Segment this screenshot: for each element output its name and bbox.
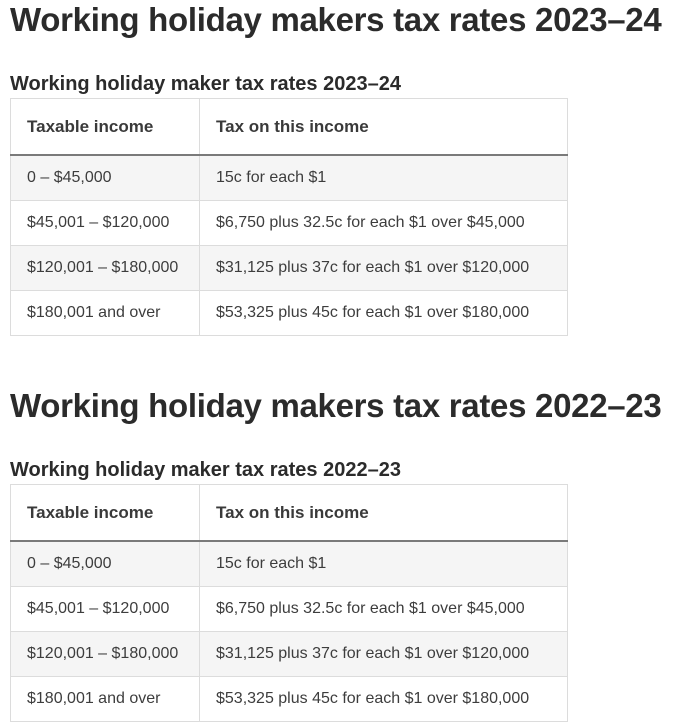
taxable-income-cell: $180,001 and over bbox=[11, 291, 200, 336]
tax-rates-2023-24-section bbox=[10, 0, 681, 321]
taxable-income-cell: 0 – $45,000 bbox=[11, 155, 200, 201]
column-header-tax-on-income: Tax on this income bbox=[200, 485, 568, 542]
table-row bbox=[11, 632, 568, 677]
tax-rates-table-2023-24 bbox=[10, 98, 568, 336]
table-row bbox=[11, 291, 568, 336]
section-heading: Working holiday makers tax rates 2022–23 bbox=[10, 387, 662, 424]
tax-on-income-cell: $31,125 plus 37c for each $1 over $120,000 bbox=[200, 632, 568, 677]
column-header-taxable-income: Taxable income bbox=[11, 99, 200, 156]
table-row bbox=[11, 155, 568, 201]
tax-on-income-cell: 15c for each $1 bbox=[200, 541, 568, 587]
table-row bbox=[11, 587, 568, 632]
taxable-income-cell: 0 – $45,000 bbox=[11, 541, 200, 587]
table-caption: Working holiday maker tax rates 2022–23 bbox=[10, 459, 401, 481]
tax-on-income-cell: $6,750 plus 32.5c for each $1 over $45,000 bbox=[200, 201, 568, 246]
tax-on-income-cell: $53,325 plus 45c for each $1 over $180,000 bbox=[200, 677, 568, 722]
tax-rates-table-2022-23 bbox=[10, 484, 568, 722]
taxable-income-cell: $120,001 – $180,000 bbox=[11, 632, 200, 677]
section-heading: Working holiday makers tax rates 2023–24 bbox=[10, 1, 662, 38]
column-header-tax-on-income: Tax on this income bbox=[200, 99, 568, 156]
table-row bbox=[11, 541, 568, 587]
table-row bbox=[11, 677, 568, 722]
tax-rates-2022-23-section bbox=[10, 386, 681, 707]
column-header-taxable-income: Taxable income bbox=[11, 485, 200, 542]
taxable-income-cell: $120,001 – $180,000 bbox=[11, 246, 200, 291]
table-header-row bbox=[11, 485, 568, 542]
table-row bbox=[11, 246, 568, 291]
taxable-income-cell: $45,001 – $120,000 bbox=[11, 587, 200, 632]
table-caption: Working holiday maker tax rates 2023–24 bbox=[10, 73, 401, 95]
tax-on-income-cell: $31,125 plus 37c for each $1 over $120,000 bbox=[200, 246, 568, 291]
tax-on-income-cell: 15c for each $1 bbox=[200, 155, 568, 201]
tax-on-income-cell: $6,750 plus 32.5c for each $1 over $45,000 bbox=[200, 587, 568, 632]
table-header-row bbox=[11, 99, 568, 156]
taxable-income-cell: $45,001 – $120,000 bbox=[11, 201, 200, 246]
table-row bbox=[11, 201, 568, 246]
taxable-income-cell: $180,001 and over bbox=[11, 677, 200, 722]
tax-on-income-cell: $53,325 plus 45c for each $1 over $180,000 bbox=[200, 291, 568, 336]
